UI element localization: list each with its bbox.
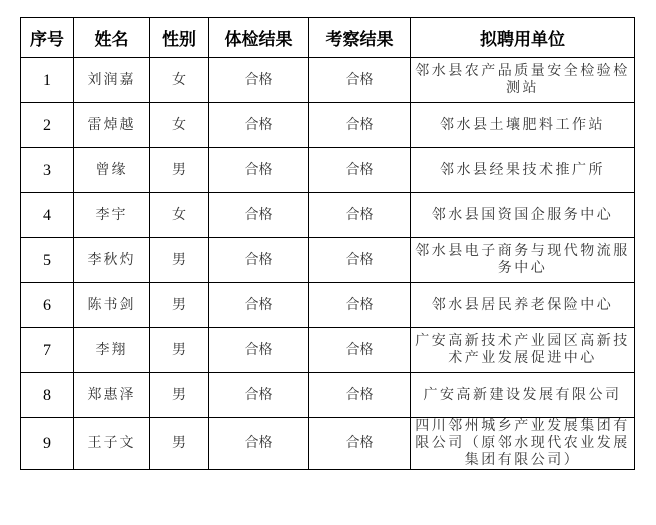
gender-cell: 男 [150,373,209,418]
header-physical: 体检结果 [209,18,309,58]
name-cell: 雷焯越 [74,103,150,148]
table-row [21,58,635,103]
unit-cell: 邻水县国资国企服务中心 [411,193,635,238]
physical-result-cell: 合格 [209,148,309,193]
results-table [20,17,635,470]
name-cell: 李秋灼 [74,238,150,283]
header-review: 考察结果 [309,18,411,58]
review-result-cell: 合格 [309,148,411,193]
header-name: 姓名 [74,18,150,58]
unit-cell: 四川邻州城乡产业发展集团有限公司（原邻水现代农业发展集团有限公司） [411,418,635,470]
name-cell: 李宇 [74,193,150,238]
physical-result-cell: 合格 [209,373,309,418]
unit-cell: 邻水县农产品质量安全检验检测站 [411,58,635,103]
physical-result-cell: 合格 [209,193,309,238]
row-number: 9 [21,418,74,470]
review-result-cell: 合格 [309,283,411,328]
physical-result-cell: 合格 [209,58,309,103]
table-row [21,328,635,373]
physical-result-cell: 合格 [209,283,309,328]
table-row [21,418,635,470]
review-result-cell: 合格 [309,328,411,373]
row-number: 6 [21,283,74,328]
name-cell: 曾缘 [74,148,150,193]
review-result-cell: 合格 [309,193,411,238]
review-result-cell: 合格 [309,418,411,470]
gender-cell: 女 [150,58,209,103]
table-row [21,283,635,328]
gender-cell: 男 [150,418,209,470]
unit-cell: 广安高新技术产业园区高新技术产业发展促进中心 [411,328,635,373]
gender-cell: 男 [150,148,209,193]
row-number: 7 [21,328,74,373]
table-row [21,238,635,283]
gender-cell: 女 [150,103,209,148]
row-number: 5 [21,238,74,283]
row-number: 1 [21,58,74,103]
review-result-cell: 合格 [309,103,411,148]
header-row [21,18,635,58]
row-number: 3 [21,148,74,193]
row-number: 8 [21,373,74,418]
table-row [21,193,635,238]
row-number: 4 [21,193,74,238]
physical-result-cell: 合格 [209,328,309,373]
physical-result-cell: 合格 [209,103,309,148]
gender-cell: 男 [150,238,209,283]
header-no: 序号 [21,18,74,58]
unit-cell: 邻水县居民养老保险中心 [411,283,635,328]
gender-cell: 男 [150,328,209,373]
unit-cell: 邻水县土壤肥料工作站 [411,103,635,148]
physical-result-cell: 合格 [209,418,309,470]
table-row [21,148,635,193]
name-cell: 王子文 [74,418,150,470]
gender-cell: 女 [150,193,209,238]
name-cell: 郑惠泽 [74,373,150,418]
unit-cell: 邻水县电子商务与现代物流服务中心 [411,238,635,283]
name-cell: 陈书剑 [74,283,150,328]
table-row [21,373,635,418]
review-result-cell: 合格 [309,238,411,283]
gender-cell: 男 [150,283,209,328]
review-result-cell: 合格 [309,58,411,103]
unit-cell: 广安高新建设发展有限公司 [411,373,635,418]
unit-cell: 邻水县经果技术推广所 [411,148,635,193]
table-row [21,103,635,148]
review-result-cell: 合格 [309,373,411,418]
name-cell: 李翔 [74,328,150,373]
header-unit: 拟聘用单位 [411,18,635,58]
header-gender: 性别 [150,18,209,58]
physical-result-cell: 合格 [209,238,309,283]
row-number: 2 [21,103,74,148]
name-cell: 刘润嘉 [74,58,150,103]
